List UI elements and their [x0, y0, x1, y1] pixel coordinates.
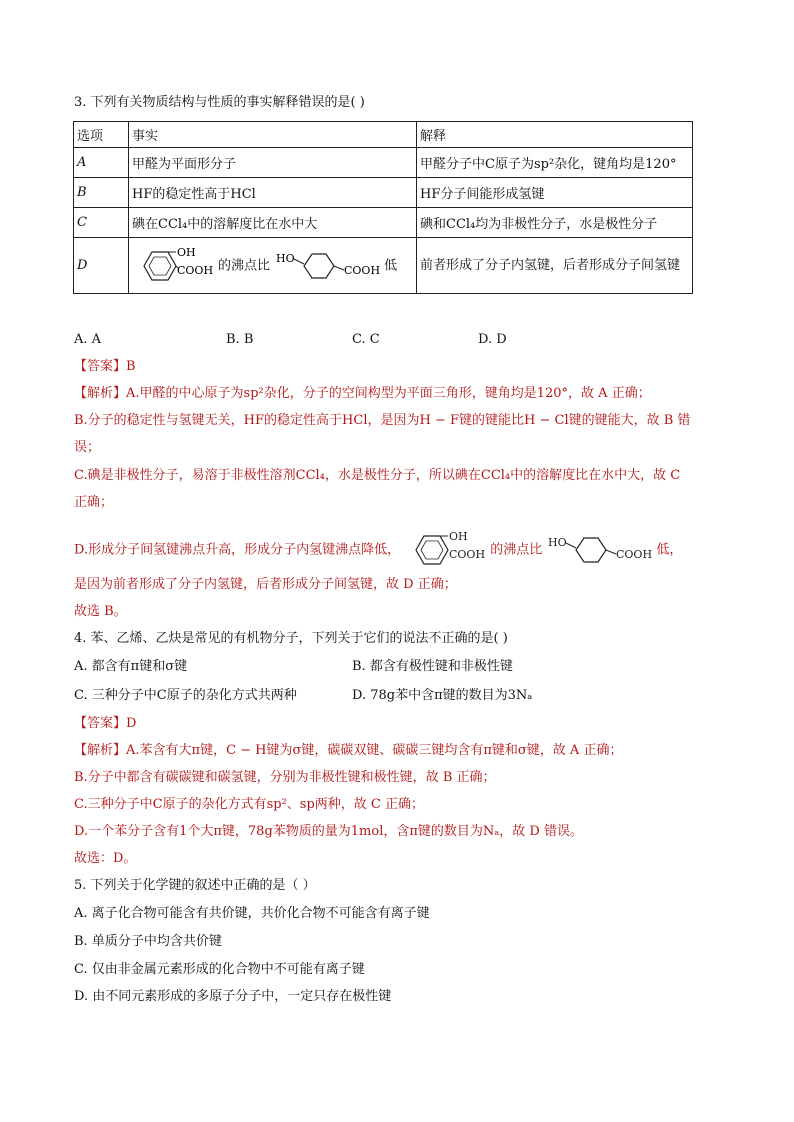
q3-conclusion: 故选 B。: [74, 604, 127, 619]
q3-analysis-b-cont: 误；: [74, 440, 101, 455]
svg-text:HO: HO: [276, 251, 295, 265]
table-row-b-option: B: [74, 178, 129, 208]
q5-option-b: B. 单质分子中均含共价键: [74, 934, 222, 949]
q3-analysis-d: D.形成分子间氢键沸点升高，形成分子内氢键沸点降低， OH COOH 的沸点比 HO COOH 低，: [74, 528, 682, 572]
table-row-d-fact: [129, 238, 417, 294]
table-row-d-explanation: 前者形成了分子内氢键，后者形成分子间氢键: [417, 238, 693, 294]
q5-stem: 5. 下列关于化学键的叙述中正确的是（ ）: [74, 878, 316, 893]
svg-text:COOH: COOH: [449, 548, 486, 561]
q3-analysis-d-cont: 是因为前者形成了分子内氢键，后者形成分子间氢键，故 D 正确；: [74, 577, 457, 592]
q5-option-d: D. 由不同元素形成的多原子分子中，一定只存在极性键: [74, 989, 392, 1004]
table-row-c-option: C: [74, 208, 129, 238]
q4-analysis-d: D.一个苯分子含有1个大π键，78g苯物质的量为1mol，含π键的数目为Nₐ，故 D 错误。: [74, 824, 583, 839]
table-row-a-fact: 甲醛为平面形分子: [129, 148, 417, 178]
q3-analysis-a: 【解析】A.甲醛的中心原子为sp²杂化，分子的空间构型为平面三角形，键角均是120°，故 A 正确；: [74, 386, 651, 401]
q4-option-c: C. 三种分子中C原子的杂化方式共两种: [74, 688, 297, 703]
table-row-a-explanation: 甲醛分子中C原子为sp²杂化，键角均是120°: [417, 148, 693, 178]
q3-option-c: C. C: [352, 332, 380, 347]
q3-analysis-c: C.碘是非极性分子，易溶于非极性溶剂CCl₄，水是极性分子，所以碘在CCl₄中的溶解度比在水中大，故 C: [74, 468, 681, 483]
table-row-c-explanation: 碘和CCl₄均为非极性分子，水是极性分子: [417, 208, 693, 238]
salicylic-acid-structure-2: [404, 528, 490, 572]
svg-text:OH: OH: [449, 530, 468, 543]
table-row-c-fact: 碘在CCl₄中的溶解度比在水中大: [129, 208, 417, 238]
p-hydroxybenzoic-acid-structure-2: [546, 528, 656, 572]
table-row-d-option: D: [74, 238, 129, 294]
fact-d-end: 低: [384, 258, 398, 273]
q3-analysis-b: B.分子的稳定性与氢键无关，HF的稳定性高于HCl，是因为H − F键的键能比H − Cl键的键能大，故 B 错: [74, 413, 691, 428]
q3-option-a: A. A: [74, 332, 102, 347]
q3-analysis-c-cont: 正确；: [74, 495, 114, 510]
fact-d-compare: 的沸点比: [218, 258, 271, 273]
q3-option-d: D. D: [478, 332, 507, 347]
p-hydroxybenzoic-acid-structure: [274, 244, 384, 288]
q4-conclusion: 故选：D。: [74, 851, 137, 866]
q4-option-a: A. 都含有π键和σ键: [74, 659, 188, 674]
q4-stem: 4. 苯、乙烯、乙炔是常见的有机物分子，下列关于它们的说法不正确的是( ): [74, 631, 508, 646]
q3-option-b: B. B: [226, 332, 254, 347]
salicylic-acid-structure: [132, 244, 218, 288]
q4-option-d: D. 78g苯中含π键的数目为3Nₐ: [352, 688, 533, 703]
q5-option-c: C. 仅由非金属元素形成的化合物中不可能有离子键: [74, 962, 365, 977]
table-row-a-option: A: [74, 148, 129, 178]
svg-text:COOH: COOH: [616, 548, 653, 561]
svg-text:COOH: COOH: [177, 263, 214, 277]
q3-stem: 3. 下列有关物质结构与性质的事实解释错误的是( ): [74, 95, 365, 110]
q4-option-b: B. 都含有极性键和非极性键: [352, 659, 513, 674]
table-header-fact: 事实: [129, 122, 417, 148]
q4-analysis-b: B.分子中都含有碳碳键和碳氢键，分别为非极性键和极性键，故 B 正确；: [74, 770, 496, 785]
svg-text:OH: OH: [177, 245, 196, 259]
q4-analysis-a: 【解析】A.苯含有大π键，C − H键为σ键，碳碳双键、碳碳三键均含有π键和σ键，故 A 正确；: [74, 743, 623, 758]
table-row-b-fact: HF的稳定性高于HCl: [129, 178, 417, 208]
svg-text:COOH: COOH: [344, 263, 381, 277]
q3-table: [73, 121, 693, 294]
table-header-option: 选项: [74, 122, 129, 148]
svg-text:HO: HO: [548, 536, 568, 549]
q4-answer: 【答案】D: [74, 716, 137, 731]
q4-analysis-c: C.三种分子中C原子的杂化方式有sp²、sp两种，故 C 正确；: [74, 797, 424, 812]
q3-answer: 【答案】B: [74, 359, 136, 374]
table-row-b-explanation: HF分子间能形成氢键: [417, 178, 693, 208]
q5-option-a: A. 离子化合物可能含有共价键，共价化合物不可能含有离子键: [74, 906, 430, 921]
table-header-explanation: 解释: [417, 122, 693, 148]
